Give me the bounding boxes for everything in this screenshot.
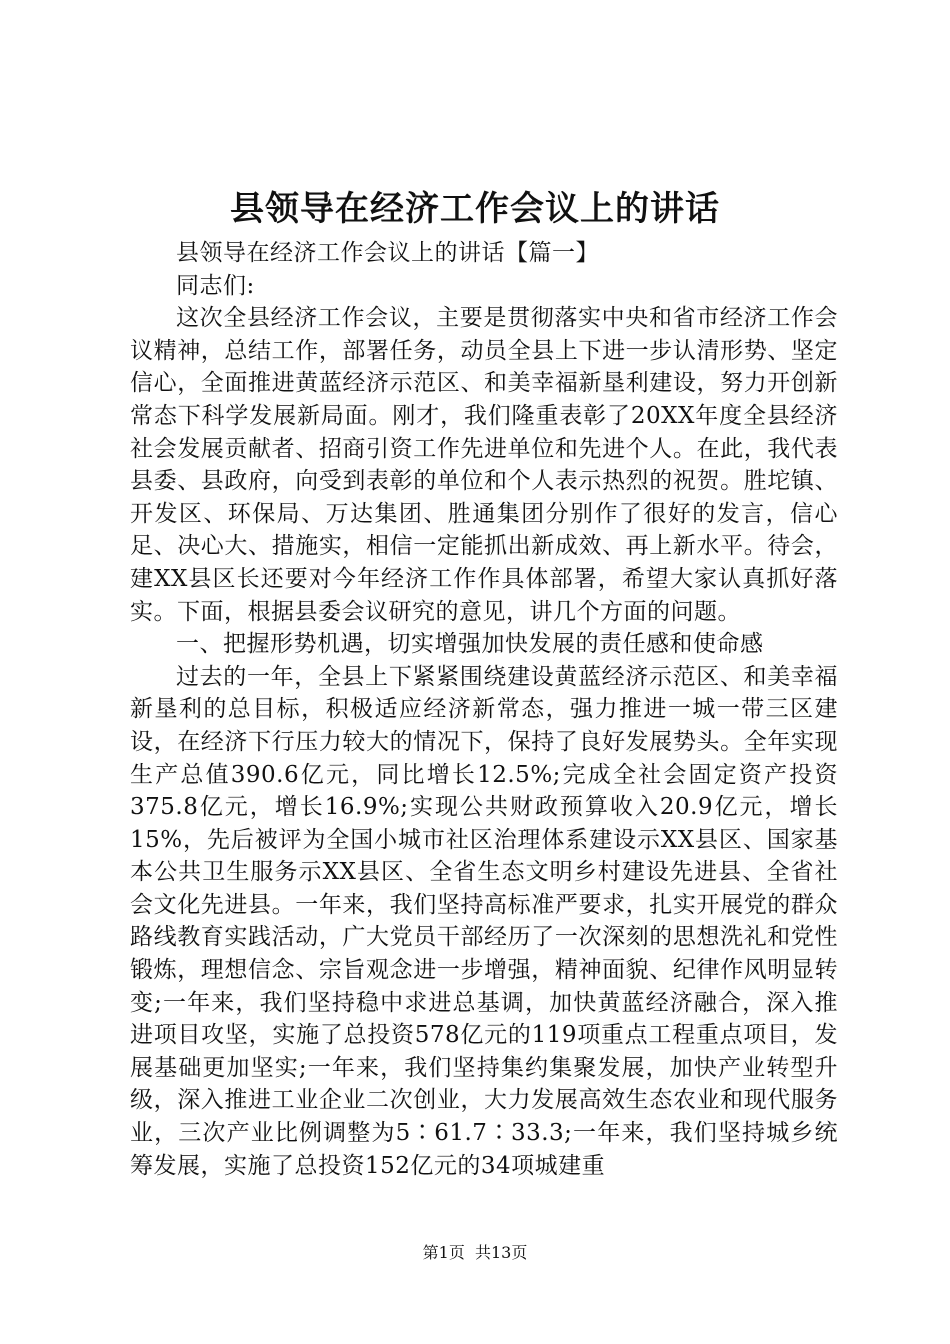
section-heading: 一、把握形势机遇，切实增强加快发展的责任感和使命感	[176, 631, 764, 658]
paragraph: 这次全县经济工作会议，主要是贯彻落实中央和省市经济工作会议精神，总结工作，部署任务，动员全县上下进一步认清形势、坚定信心，全面推进黄蓝经济示范区、和美幸福新垦利建设，努力开创新常态下科学发展新局面。刚才，我们隆重表彰了20XX年度全县经济社会发展贡献者、招商引资工作先进单位和先进个人。在此，我代表县委、县政府，向受到表彰的单位和个人表示热烈的祝贺。胜坨镇、开发区、环保局、万达集团、胜通集团分别作了很好的发言，信心足、决心大、措施实，相信一定能抓出新成效、再上新水平。待会，建XX县区长还要对今年经济工作作具体部署，希望大家认真抓好落实。下面，根据县委会议研究的意见，讲几个方面的问题。	[130, 305, 838, 625]
document-body	[130, 237, 838, 1182]
document-title: 县领导在经济工作会议上的讲话	[230, 189, 720, 229]
page-number: 第1页 共13页	[422, 1243, 528, 1262]
page-footer	[0, 1241, 950, 1265]
salutation: 同志们:	[176, 272, 255, 299]
document-subtitle: 县领导在经济工作会议上的讲话【篇一】	[176, 240, 599, 266]
paragraph: 过去的一年，全县上下紧紧围绕建设黄蓝经济示范区、和美幸福新垦利的总目标，积极适应经济新常态，强力推进一城一带三区建设，在经济下行压力较大的情况下，保持了良好发展势头。全年实现生产总值390.6亿元，同比增长12.5%;完成全社会固定资产投资375.8亿元，增长16.9%;实现公共财政预算收入20.9亿元，增长15%，先后被评为全国小城市社区治理体系建设示XX县区、国家基本公共卫生服务示XX县区、全省生态文明乡村建设先进县、全省社会文化先进县。一年来，我们坚持高标准严要求，扎实开展党的群众路线教育实践活动，广大党员干部经历了一次深刻的思想洗礼和党性锻炼，理想信念、宗旨观念进一步增强，精神面貌、纪律作风明显转变;一年来，我们坚持稳中求进总基调，加快黄蓝经济融合，深入推进项目攻坚，实施了总投资578亿元的119项重点工程重点项目，发展基础更加坚实;一年来，我们坚持集约集聚发展，加快产业转型升级，深入推进工业企业二次创业，大力发展高效生态农业和现代服务业，三次产业比例调整为5∶61.7∶33.3;一年来，我们坚持城乡统筹发展，实施了总投资152亿元的34项城建重	[130, 663, 838, 1179]
